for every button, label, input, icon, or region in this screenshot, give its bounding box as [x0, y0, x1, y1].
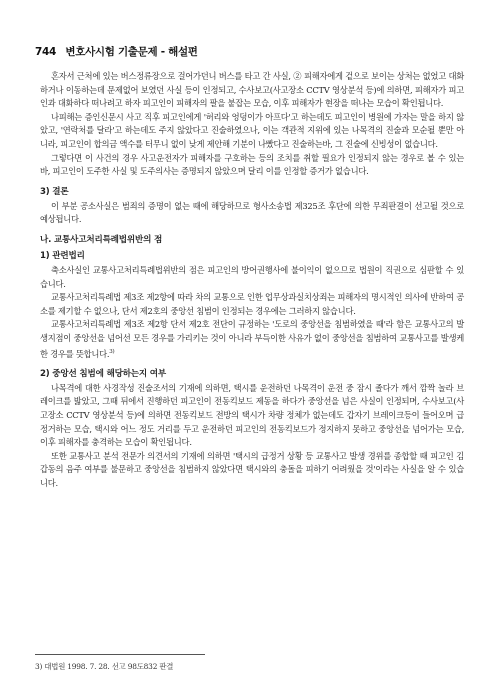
footnote-divider [35, 654, 205, 655]
paragraph: 그렇다면 이 사건의 경우 사고운전자가 피해자를 구호하는 등의 조치를 취할 필요가 인정되지 않는 경우로 볼 수 있는바, 피고인이 도주한 사실 및 도주의사는 증명되지 않았으며 달리 이를 인정할 증거가 없습니다. [40, 152, 464, 177]
page-header [35, 44, 198, 59]
heading-related-law: 1) 관련법리 [40, 250, 85, 261]
page-body [40, 70, 464, 491]
page-number: 744 [35, 46, 57, 58]
paragraph: 나목격에 대한 사경작성 진술조서의 기재에 의하면, 택시를 운전하던 나목격이 운전 중 잠시 졸다가 깨서 깜짝 놀라 브레이크를 밟았고, 그때 뒤에서 진행하던 피고인이 전동킥보드 제동을 하다가 중앙선을 넘은 사실이 인정되며, 수사보고(사고장소 CCTV 영상분석 등)에 의하면 전동킥보드 전방의 택시가 차량 정체가 없는데도 갑자기 브레이크등이 들어오며 급정거하는 모습, 택시와 어느 정도 거리를 두고 운전하던 피고인의 전동킥보드가 정지하지 못하고 중앙선을 넘어가는 모습, 이후 피해자를 충격하는 모습이 확인됩니다. [40, 382, 464, 448]
paragraph: 교통사고처리특례법 제3조 제2항에 따라 차의 교통으로 인한 업무상과실치상죄는 피해자의 명시적인 의사에 반하여 공소를 제기할 수 없으나, 단서 제2호의 중앙선 침범이 인정되는 경우에는 그러하지 않습니다. [40, 292, 464, 316]
paragraph: 혼자서 근처에 있는 버스정류장으로 걸어가던니 버스를 타고 간 사실, ② 피해자에게 겉으로 보이는 상처는 없었고 대화하거나 이동하는데 문제없어 보였던 사실 등이 인정되고, 수사보고(사고장소 CCTV 영상분석 등)에 의하면, 피해자가 피고인과 대화하다 떠나려고 하자 피고인이 피해자의 팔을 붙잡는 모습, 이후 피해자가 현장을 떠나는 모습이 확인됩니다. [40, 71, 464, 109]
paragraph: 또한 교통사고 분석 전문가 의견서의 기재에 의하면 '택시의 급정거 상황 등 교통사고 발생 경위를 종합할 때 피고인 김갑동의 음주 여부를 불문하고 중앙선을 침범하지 않았다면 택시와의 충돌을 피하기 어려웠을 것'이라는 사실을 알 수 있습니다. [40, 450, 464, 489]
heading-section-na: 나. 교통사고처리특례법위반의 점 [40, 234, 163, 245]
paragraph: 축소사실인 교통사고처리특례법위반의 점은 피고인의 방어권행사에 불이익이 없으므로 법원이 직권으로 심판할 수 있습니다. [40, 264, 464, 289]
heading-conclusion: 3) 결론 [40, 186, 69, 197]
paragraph: 이 부분 공소사실은 범죄의 증명이 없는 때에 해당하므로 형사소송법 제325조 후단에 의한 무죄판결이 선고될 것으로 예상됩니다. [40, 200, 464, 225]
book-title: 변호사시험 기출문제 - 해설편 [65, 46, 198, 58]
footnote: 3) 대법원 1998. 7. 28. 선고 98도832 판결 [35, 662, 174, 671]
paragraph: 나피해는 증인신문시 사고 직후 피고인에게 '허리와 엉덩이가 아프다'고 하는데도 피고인이 병원에 가자는 말을 하지 않았고, '연락처를 달라'고 하는데도 주지 않았다고 진술하였으나, 이는 객관적 지위에 있는 나목격의 진술과 모순될 뿐만 아니라, 피고인이 합의금 액수를 터무니 없이 낮게 제안해 기분이 나빴다고 진술하는바, 그 진술에 신빙성이 없습니다. [40, 111, 464, 149]
footnote-marker: 3) [109, 348, 115, 355]
heading-centerline: 2) 중앙선 침범에 해당하는지 여부 [40, 368, 166, 379]
paragraph: 교통사고처리특례법 제3조 제2항 단서 제2호 전단이 규정하는 '도로의 중앙선을 침범하였을 때'라 함은 교통사고의 발생지점이 중앙선을 넘어선 모든 경우를 가리키는 것이 아니라 부득이한 사유가 없이 중앙선을 침범하여 교통사고를 발생케 한 경우를 뜻합니다.$^{3)}$ [40, 319, 464, 359]
